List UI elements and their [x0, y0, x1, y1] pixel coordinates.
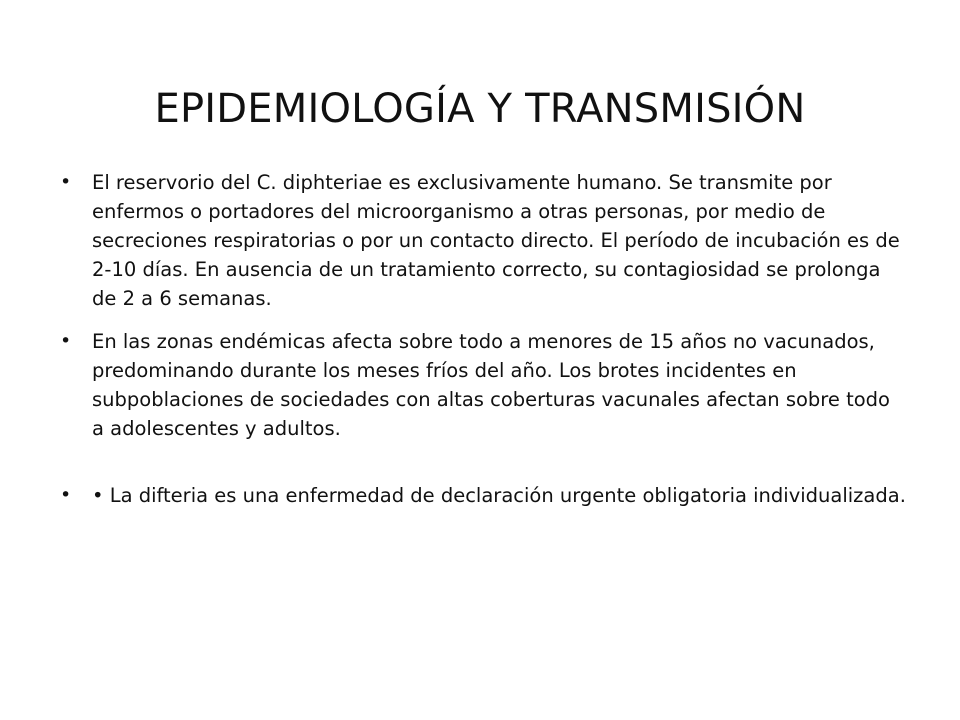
bullet-marker-icon: •	[60, 171, 72, 193]
bullet-marker-icon: •	[60, 330, 72, 352]
bullet-text: En las zonas endémicas afecta sobre todo a menores de 15 años no vacunados, predominando durante los meses fríos del año. Los brotes incidentes en subpoblaciones de sociedades con altas coberturas vacunales afectan sobre todo a adolescentes y adultos.	[92, 330, 890, 440]
slide-title: EPIDEMIOLOGÍA Y TRANSMISIÓN	[154, 85, 806, 132]
bullet-item	[58, 481, 908, 510]
bullet-text: • La difteria es una enfermedad de declaración urgente obligatoria individualizada.	[92, 484, 906, 507]
bullet-marker-icon: •	[60, 484, 72, 506]
bullet-item	[58, 327, 908, 443]
bullet-list	[58, 168, 908, 524]
bullet-item	[58, 168, 908, 313]
bullet-text: El reservorio del C. diphteriae es exclusivamente humano. Se transmite por enfermos o portadores del microorganismo a otras personas, por medio de secreciones respiratorias o por un contacto directo. El período de incubación es de 2-10 días. En ausencia de un tratamiento correcto, su contagiosidad se prolonga de 2 a 6 semanas.	[92, 171, 900, 310]
